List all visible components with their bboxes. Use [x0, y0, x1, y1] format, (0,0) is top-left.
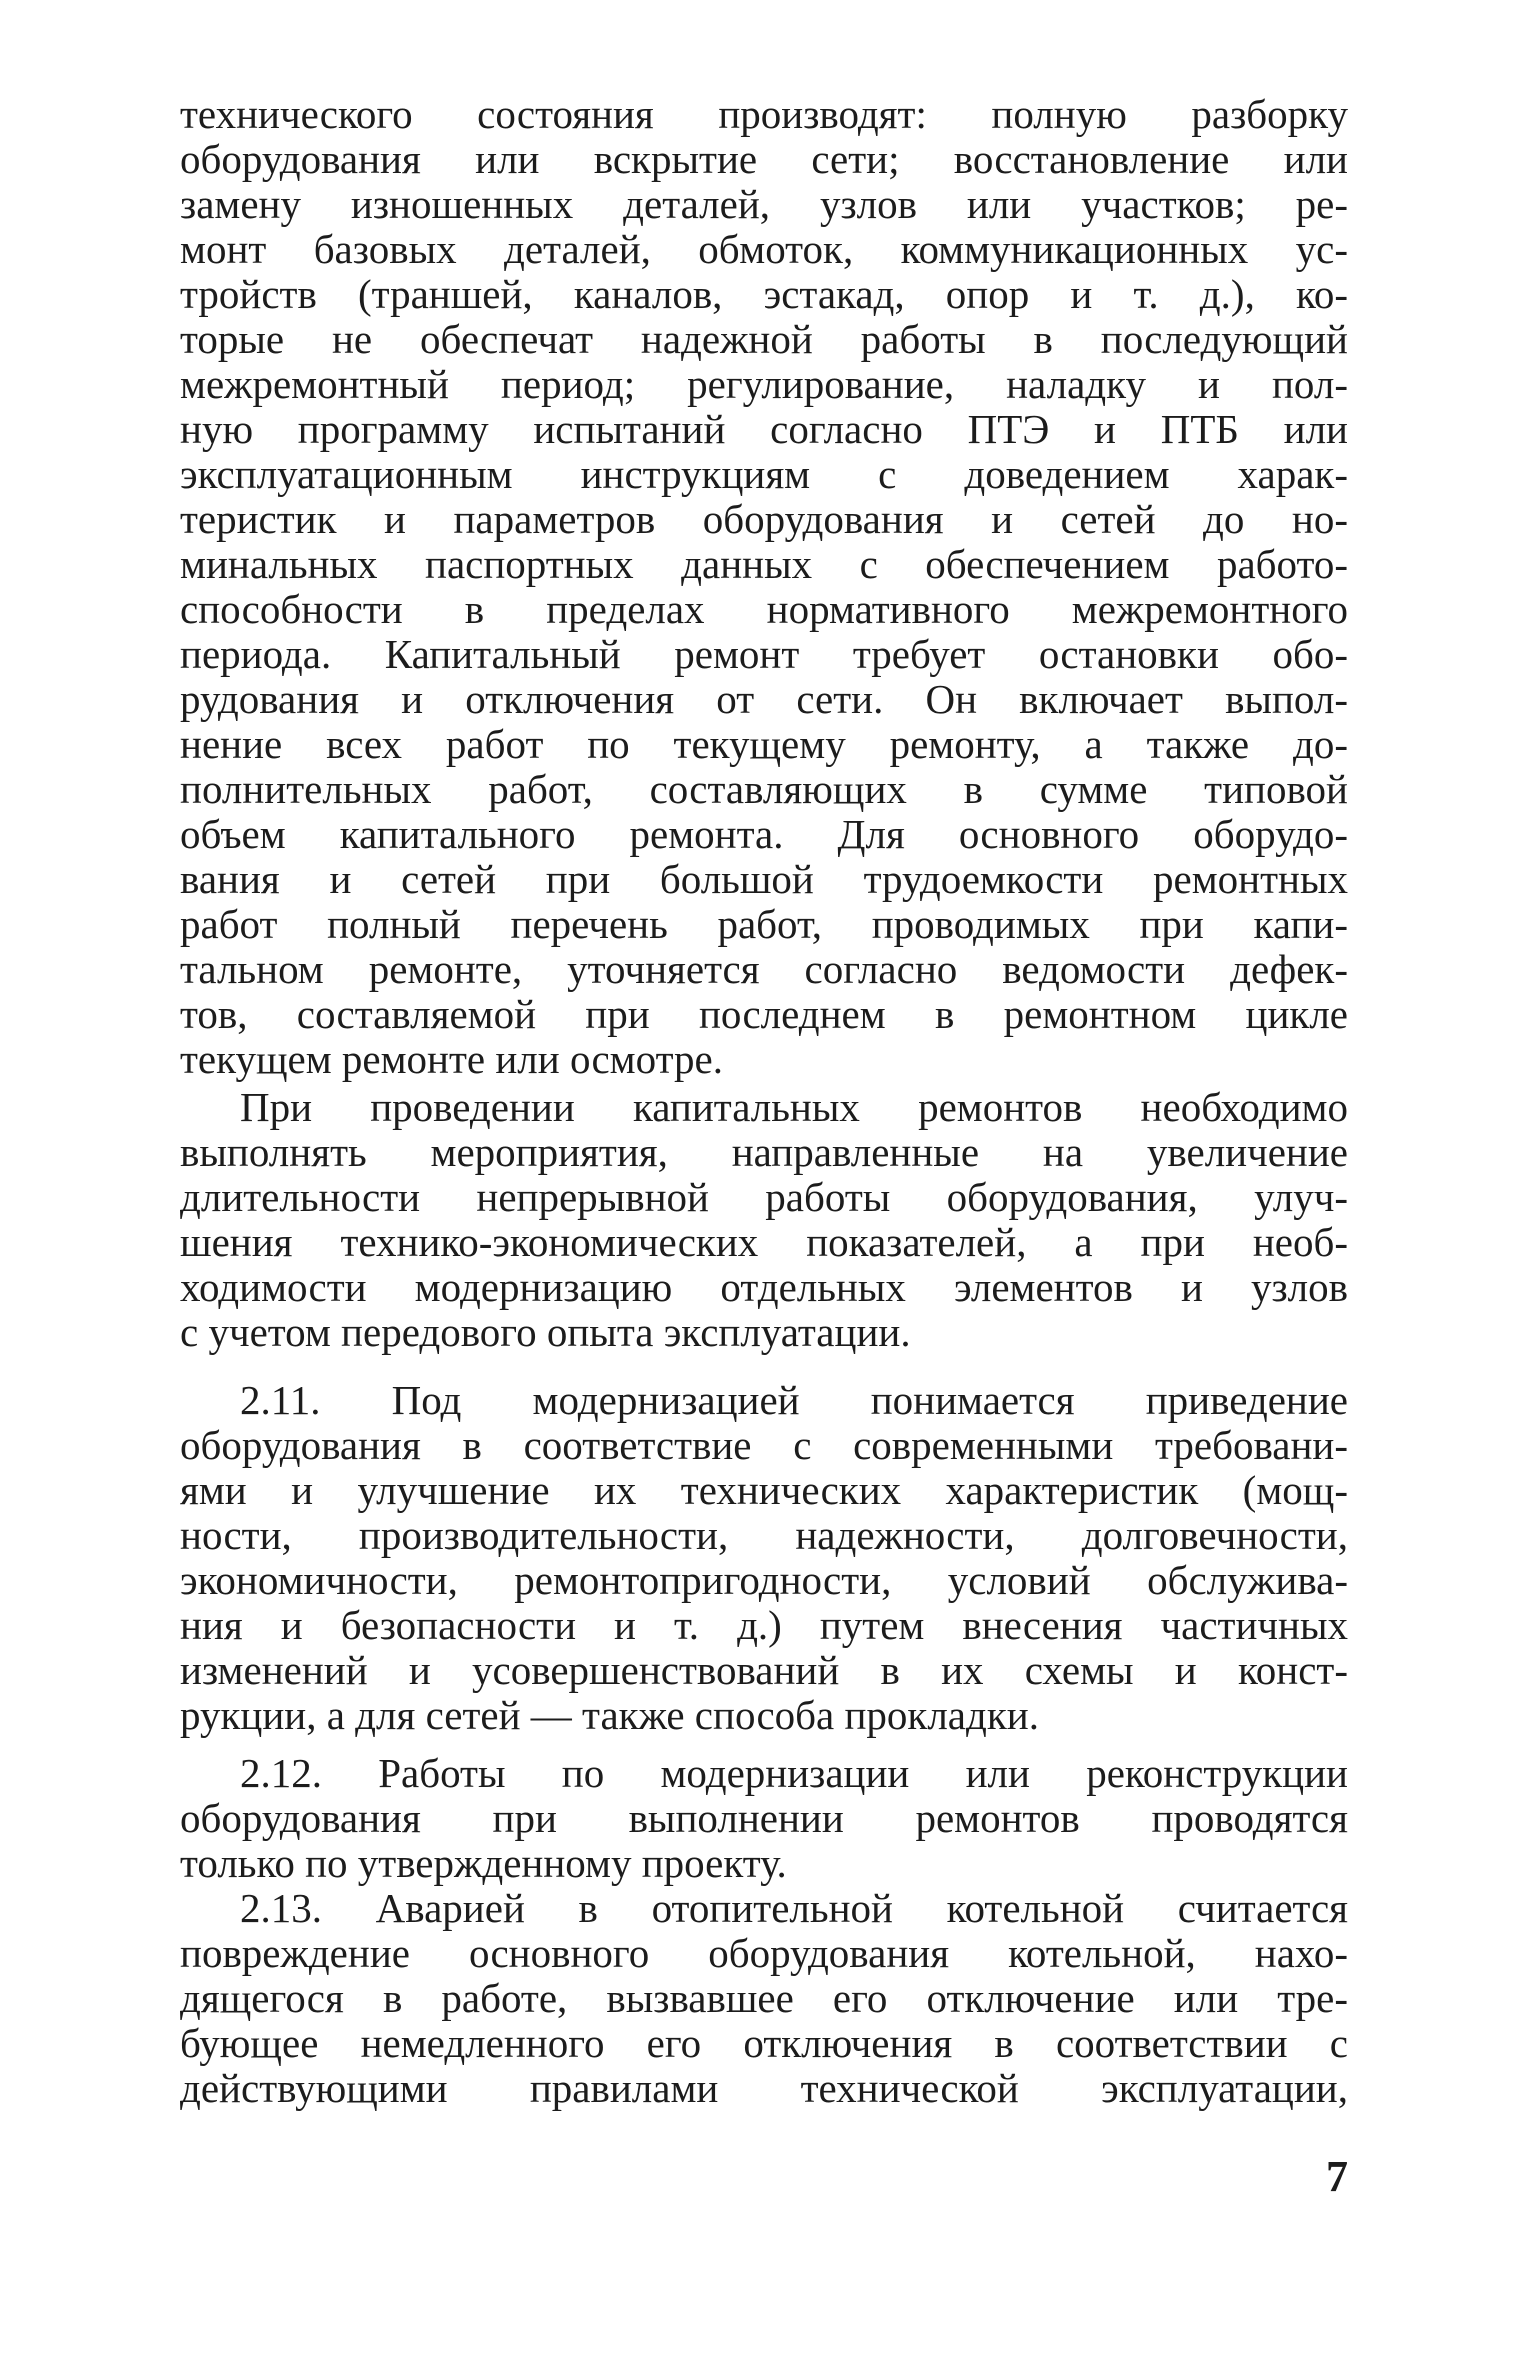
text-line: рудования и отключения от сети. Он включает выпол- — [180, 677, 1348, 722]
text-line: действующими правилами технической эксплуатации, — [180, 2066, 1348, 2111]
text-line: минальных паспортных данных с обеспечением работо- — [180, 542, 1348, 587]
text-line: шения технико-экономических показателей, а при необ- — [180, 1220, 1348, 1265]
text-line: торые не обеспечат надежной работы в последующий — [180, 317, 1348, 362]
text-line: теристик и параметров оборудования и сетей до но- — [180, 497, 1348, 542]
text-line: При проведении капитальных ремонтов необходимо — [240, 1085, 1348, 1130]
text-line: рукции, а для сетей — также способа прокладки. — [180, 1693, 1039, 1738]
text-line: оборудования или вскрытие сети; восстановление или — [180, 137, 1348, 182]
text-line: объем капитального ремонта. Для основного оборудо- — [180, 812, 1348, 857]
text-line: ности, производительности, надежности, долговечности, — [180, 1513, 1348, 1558]
text-line: с учетом передового опыта эксплуатации. — [180, 1310, 911, 1355]
text-line: оборудования в соответствие с современными требовани- — [180, 1423, 1348, 1468]
text-line: ходимости модернизацию отдельных элементов и узлов — [180, 1265, 1348, 1310]
text-line: ную программу испытаний согласно ПТЭ и ПТБ или — [180, 407, 1348, 452]
text-line: изменений и усовершенствований в их схемы и конст- — [180, 1648, 1348, 1693]
text-line: полнительных работ, составляющих в сумме типовой — [180, 767, 1348, 812]
text-line: ями и улучшение их технических характеристик (мощ- — [180, 1468, 1348, 1513]
page-number: 7 — [1326, 2152, 1348, 2201]
text-line: работ полный перечень работ, проводимых при капи- — [180, 902, 1348, 947]
text-line: замену изношенных деталей, узлов или участков; ре- — [180, 182, 1348, 227]
text-line: текущем ремонте или осмотре. — [180, 1037, 723, 1082]
text-line: тов, составляемой при последнем в ремонтном цикле — [180, 992, 1348, 1037]
text-line: длительности непрерывной работы оборудования, улуч- — [180, 1175, 1348, 1220]
text-line: эксплуатационным инструкциям с доведением харак- — [180, 452, 1348, 497]
text-line: оборудования при выполнении ремонтов проводятся — [180, 1796, 1348, 1841]
text-line: повреждение основного оборудования котельной, нахо- — [180, 1931, 1348, 1976]
text-line: межремонтный период; регулирование, наладку и пол- — [180, 362, 1348, 407]
text-line: бующее немедленного его отключения в соответствии с — [180, 2021, 1348, 2066]
text-line: выполнять мероприятия, направленные на увеличение — [180, 1130, 1348, 1175]
text-line: 2.12. Работы по модернизации или реконструкции — [240, 1751, 1348, 1796]
text-line: тройств (траншей, каналов, эстакад, опор и т. д.), ко- — [180, 272, 1348, 317]
text-line: дящегося в работе, вызвавшее его отключение или тре- — [180, 1976, 1348, 2021]
text-line: технического состояния производят: полную разборку — [180, 92, 1348, 137]
text-line: периода. Капитальный ремонт требует остановки обо- — [180, 632, 1348, 677]
text-line: вания и сетей при большой трудоемкости ремонтных — [180, 857, 1348, 902]
text-line: монт базовых деталей, обмоток, коммуникационных ус- — [180, 227, 1348, 272]
text-line: способности в пределах нормативного межремонтного — [180, 587, 1348, 632]
text-line: 2.13. Аварией в отопительной котельной считается — [240, 1886, 1348, 1931]
text-line: экономичности, ремонтопригодности, условий обслужива- — [180, 1558, 1348, 1603]
text-line: только по утвержденному проекту. — [180, 1841, 787, 1886]
text-line: нение всех работ по текущему ремонту, а также до- — [180, 722, 1348, 767]
text-line: ния и безопасности и т. д.) путем внесения частичных — [180, 1603, 1348, 1648]
text-line: тальном ремонте, уточняется согласно ведомости дефек- — [180, 947, 1348, 992]
text-line: 2.11. Под модернизацией понимается приведение — [240, 1378, 1348, 1423]
